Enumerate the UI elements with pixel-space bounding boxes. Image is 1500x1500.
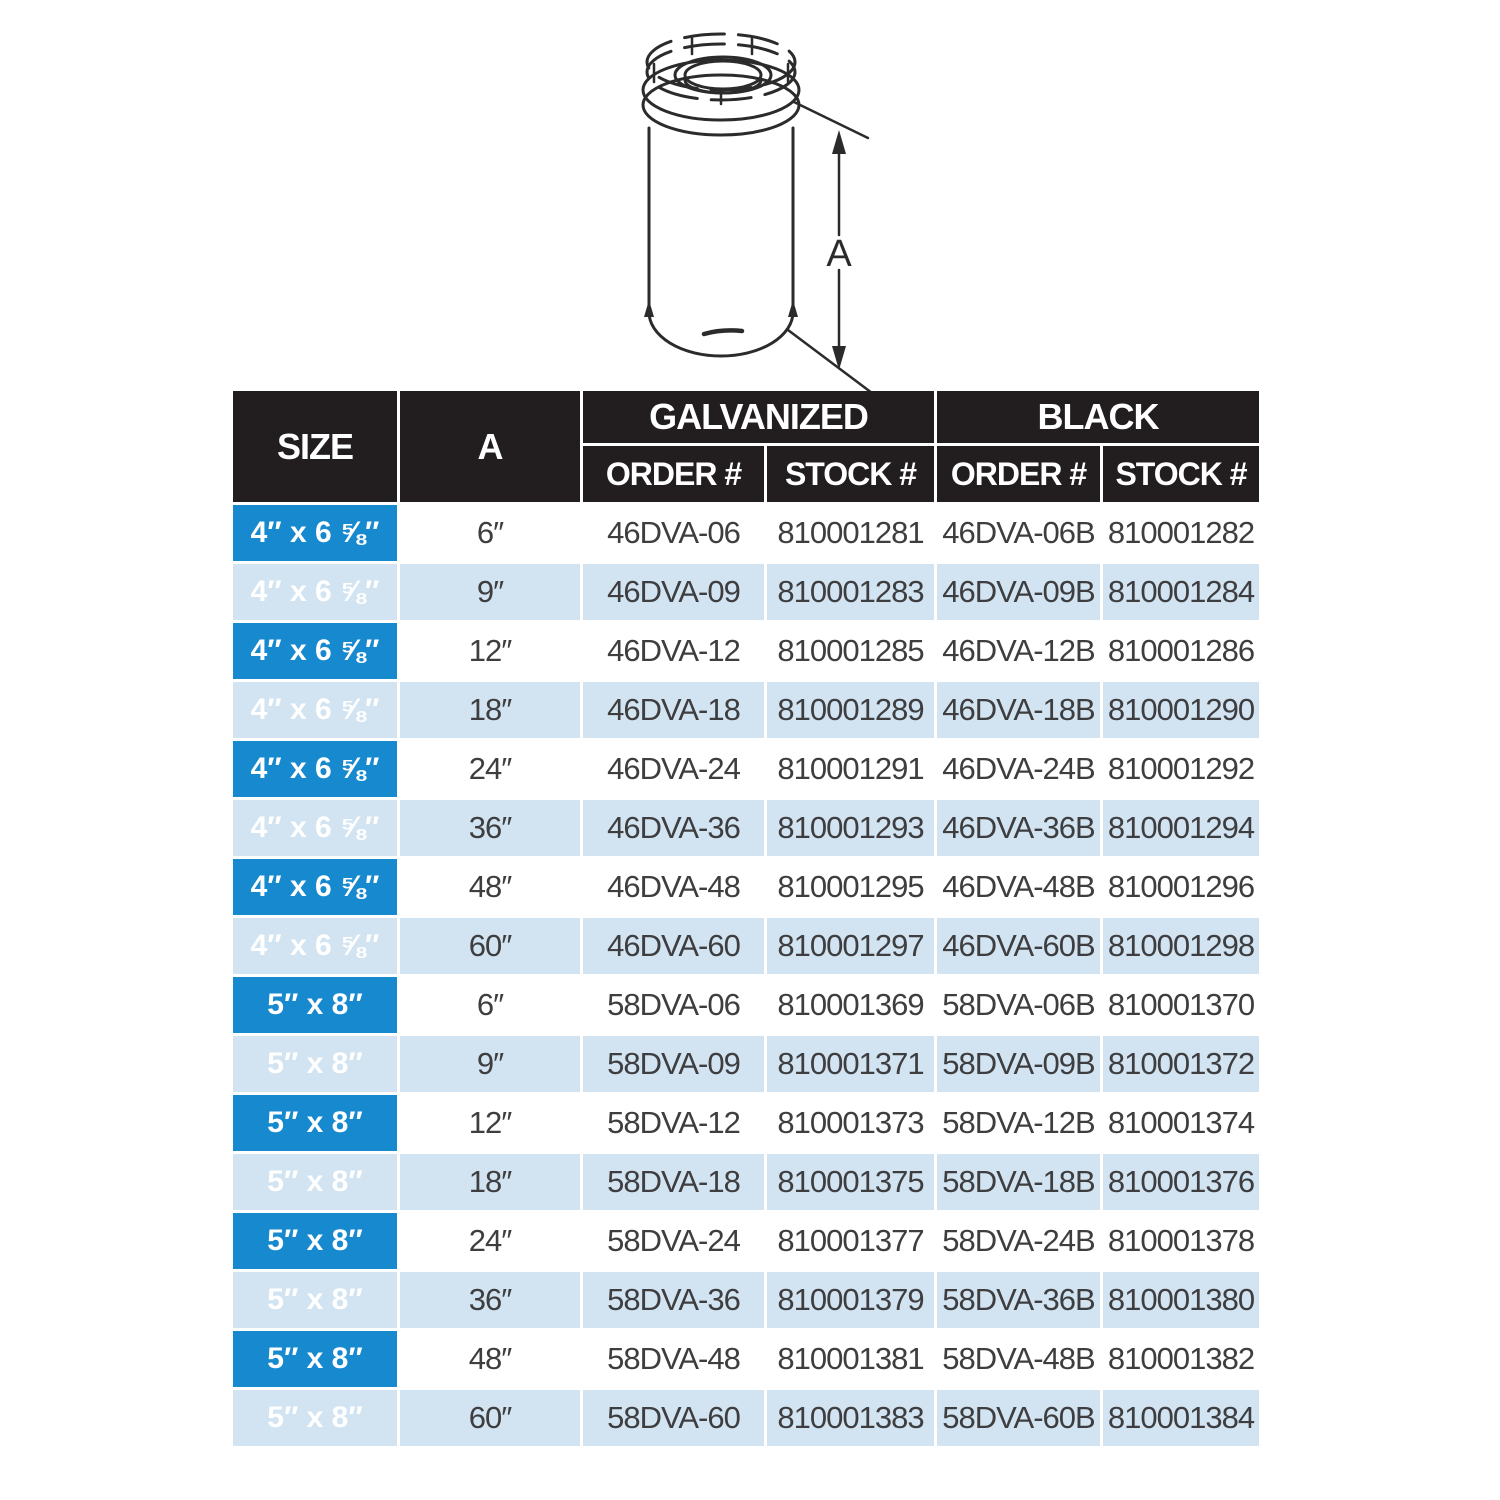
- a-cell: 24″: [400, 1213, 583, 1272]
- table-row: [233, 741, 1262, 800]
- black-order-cell: 58DVA-36B: [937, 1272, 1103, 1331]
- galvanized-stock-cell: 810001383: [767, 1390, 937, 1449]
- black-order-cell: 46DVA-60B: [937, 918, 1103, 977]
- size-cell: 5″ x 8″: [233, 1154, 400, 1213]
- size-cell: 5″ x 8″: [233, 1272, 400, 1331]
- black-order-cell: 58DVA-60B: [937, 1390, 1103, 1449]
- galvanized-order-cell: 58DVA-18: [583, 1154, 767, 1213]
- table-row: [233, 859, 1262, 918]
- galvanized-stock-cell: 810001293: [767, 800, 937, 859]
- size-cell: 4″ x 6 ⅝″: [233, 623, 400, 682]
- size-cell: 4″ x 6 ⅝″: [233, 859, 400, 918]
- black-order-cell: 58DVA-12B: [937, 1095, 1103, 1154]
- black-order-cell: 46DVA-24B: [937, 741, 1103, 800]
- galvanized-stock-cell: 810001291: [767, 741, 937, 800]
- galvanized-stock-cell: 810001377: [767, 1213, 937, 1272]
- a-cell: 6″: [400, 977, 583, 1036]
- black-stock-cell: 810001382: [1103, 1331, 1262, 1390]
- galvanized-order-cell: 46DVA-24: [583, 741, 767, 800]
- table-row: [233, 564, 1262, 623]
- pipe-illustration: [592, 2, 932, 410]
- table-row: [233, 1331, 1262, 1390]
- galvanized-stock-cell: 810001295: [767, 859, 937, 918]
- table-row: [233, 1036, 1262, 1095]
- galvanized-stock-cell: 810001371: [767, 1036, 937, 1095]
- col-header-black-order: ORDER #: [937, 446, 1103, 505]
- a-cell: 48″: [400, 859, 583, 918]
- col-group-galvanized: GALVANIZED: [583, 391, 937, 446]
- table-row: [233, 918, 1262, 977]
- size-cell: 4″ x 6 ⅝″: [233, 505, 400, 564]
- col-header-galvanized-order: ORDER #: [583, 446, 767, 505]
- col-header-a: A: [400, 391, 583, 505]
- black-stock-cell: 810001292: [1103, 741, 1262, 800]
- spec-table-header: [233, 391, 1262, 505]
- black-order-cell: 58DVA-18B: [937, 1154, 1103, 1213]
- galvanized-order-cell: 46DVA-09: [583, 564, 767, 623]
- size-cell: 5″ x 8″: [233, 1095, 400, 1154]
- a-cell: 12″: [400, 1095, 583, 1154]
- a-cell: 60″: [400, 1390, 583, 1449]
- black-stock-cell: 810001286: [1103, 623, 1262, 682]
- galvanized-stock-cell: 810001369: [767, 977, 937, 1036]
- black-stock-cell: 810001378: [1103, 1213, 1262, 1272]
- galvanized-stock-cell: 810001283: [767, 564, 937, 623]
- col-group-black: BLACK: [937, 391, 1262, 446]
- table-row: [233, 1154, 1262, 1213]
- a-cell: 24″: [400, 741, 583, 800]
- size-cell: 5″ x 8″: [233, 977, 400, 1036]
- a-cell: 18″: [400, 682, 583, 741]
- a-cell: 9″: [400, 564, 583, 623]
- black-order-cell: 46DVA-06B: [937, 505, 1103, 564]
- black-order-cell: 46DVA-48B: [937, 859, 1103, 918]
- galvanized-order-cell: 46DVA-06: [583, 505, 767, 564]
- galvanized-stock-cell: 810001281: [767, 505, 937, 564]
- black-order-cell: 58DVA-48B: [937, 1331, 1103, 1390]
- galvanized-order-cell: 46DVA-36: [583, 800, 767, 859]
- pipe-body: [643, 34, 799, 356]
- black-order-cell: 46DVA-09B: [937, 564, 1103, 623]
- black-order-cell: 46DVA-36B: [937, 800, 1103, 859]
- table-row: [233, 800, 1262, 859]
- galvanized-order-cell: 46DVA-60: [583, 918, 767, 977]
- black-order-cell: 46DVA-12B: [937, 623, 1103, 682]
- galvanized-order-cell: 58DVA-24: [583, 1213, 767, 1272]
- galvanized-order-cell: 58DVA-12: [583, 1095, 767, 1154]
- galvanized-stock-cell: 810001373: [767, 1095, 937, 1154]
- a-cell: 60″: [400, 918, 583, 977]
- size-cell: 4″ x 6 ⅝″: [233, 682, 400, 741]
- size-cell: 5″ x 8″: [233, 1036, 400, 1095]
- size-cell: 4″ x 6 ⅝″: [233, 800, 400, 859]
- dimension-arrow: [788, 102, 884, 402]
- galvanized-stock-cell: 810001297: [767, 918, 937, 977]
- table-row: [233, 682, 1262, 741]
- black-order-cell: 58DVA-06B: [937, 977, 1103, 1036]
- a-cell: 48″: [400, 1331, 583, 1390]
- black-stock-cell: 810001370: [1103, 977, 1262, 1036]
- black-stock-cell: 810001374: [1103, 1095, 1262, 1154]
- black-stock-cell: 810001380: [1103, 1272, 1262, 1331]
- black-order-cell: 46DVA-18B: [937, 682, 1103, 741]
- black-stock-cell: 810001384: [1103, 1390, 1262, 1449]
- galvanized-stock-cell: 810001285: [767, 623, 937, 682]
- black-order-cell: 58DVA-09B: [937, 1036, 1103, 1095]
- spec-table: [233, 391, 1262, 1449]
- a-cell: 36″: [400, 1272, 583, 1331]
- a-cell: 9″: [400, 1036, 583, 1095]
- table-row: [233, 1390, 1262, 1449]
- black-stock-cell: 810001298: [1103, 918, 1262, 977]
- size-cell: 4″ x 6 ⅝″: [233, 564, 400, 623]
- galvanized-order-cell: 46DVA-48: [583, 859, 767, 918]
- col-header-black-stock: STOCK #: [1103, 446, 1262, 505]
- table-row: [233, 623, 1262, 682]
- table-row: [233, 1272, 1262, 1331]
- black-order-cell: 58DVA-24B: [937, 1213, 1103, 1272]
- spec-table-body: [233, 505, 1262, 1449]
- table-row: [233, 1095, 1262, 1154]
- black-stock-cell: 810001284: [1103, 564, 1262, 623]
- galvanized-order-cell: 46DVA-12: [583, 623, 767, 682]
- col-header-galvanized-stock: STOCK #: [767, 446, 937, 505]
- a-cell: 6″: [400, 505, 583, 564]
- table-row: [233, 977, 1262, 1036]
- col-header-size: SIZE: [233, 391, 400, 505]
- size-cell: 5″ x 8″: [233, 1213, 400, 1272]
- black-stock-cell: 810001294: [1103, 800, 1262, 859]
- galvanized-order-cell: 58DVA-06: [583, 977, 767, 1036]
- galvanized-stock-cell: 810001381: [767, 1331, 937, 1390]
- size-cell: 4″ x 6 ⅝″: [233, 741, 400, 800]
- black-stock-cell: 810001282: [1103, 505, 1262, 564]
- a-cell: 36″: [400, 800, 583, 859]
- galvanized-order-cell: 58DVA-09: [583, 1036, 767, 1095]
- size-cell: 4″ x 6 ⅝″: [233, 918, 400, 977]
- galvanized-order-cell: 46DVA-18: [583, 682, 767, 741]
- galvanized-stock-cell: 810001289: [767, 682, 937, 741]
- table-row: [233, 505, 1262, 564]
- dimension-label: A: [826, 233, 852, 275]
- size-cell: 5″ x 8″: [233, 1390, 400, 1449]
- galvanized-order-cell: 58DVA-48: [583, 1331, 767, 1390]
- black-stock-cell: 810001372: [1103, 1036, 1262, 1095]
- black-stock-cell: 810001376: [1103, 1154, 1262, 1213]
- a-cell: 18″: [400, 1154, 583, 1213]
- a-cell: 12″: [400, 623, 583, 682]
- galvanized-stock-cell: 810001379: [767, 1272, 937, 1331]
- galvanized-stock-cell: 810001375: [767, 1154, 937, 1213]
- size-cell: 5″ x 8″: [233, 1331, 400, 1390]
- galvanized-order-cell: 58DVA-36: [583, 1272, 767, 1331]
- table-row: [233, 1213, 1262, 1272]
- black-stock-cell: 810001296: [1103, 859, 1262, 918]
- galvanized-order-cell: 58DVA-60: [583, 1390, 767, 1449]
- black-stock-cell: 810001290: [1103, 682, 1262, 741]
